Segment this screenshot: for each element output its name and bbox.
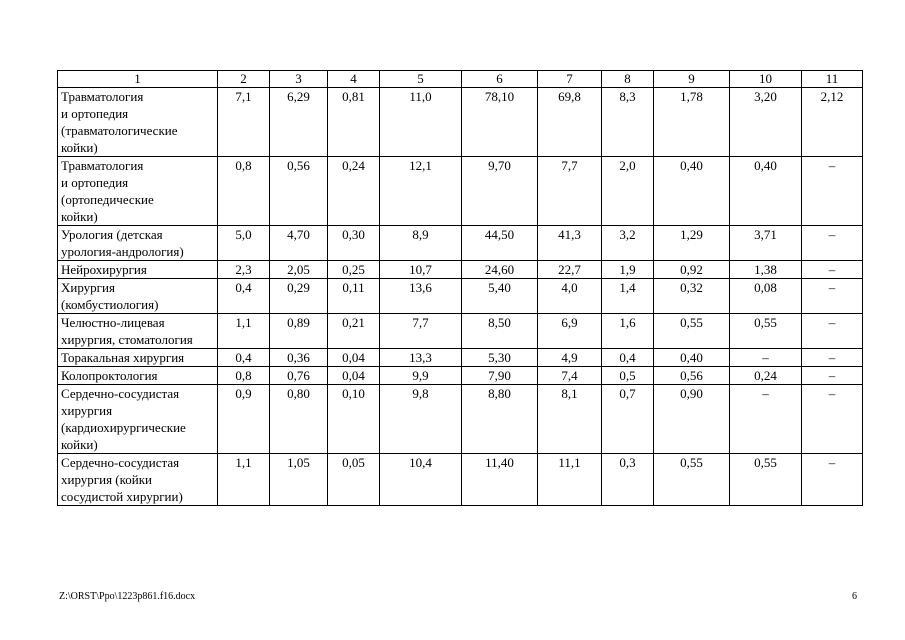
value-cell: 11,0 — [380, 88, 462, 157]
value-cell: – — [802, 279, 863, 314]
value-cell: 0,08 — [730, 279, 802, 314]
value-cell: 22,7 — [538, 261, 602, 279]
table-row — [58, 385, 863, 454]
value-cell: 0,80 — [270, 385, 328, 454]
specialty-name-cell: Сердечно-сосудистая хирургия (кардиохирургические койки) — [58, 385, 218, 454]
column-header: 11 — [802, 71, 863, 88]
value-cell: 12,1 — [380, 157, 462, 226]
value-cell: 2,3 — [218, 261, 270, 279]
value-cell: 5,30 — [462, 349, 538, 367]
value-cell: 3,20 — [730, 88, 802, 157]
value-cell: – — [730, 385, 802, 454]
value-cell: 0,5 — [602, 367, 654, 385]
table-row — [58, 349, 863, 367]
value-cell: 0,40 — [730, 157, 802, 226]
value-cell: 7,7 — [380, 314, 462, 349]
value-cell: 4,70 — [270, 226, 328, 261]
value-cell: 24,60 — [462, 261, 538, 279]
value-cell: 0,24 — [730, 367, 802, 385]
value-cell: 7,90 — [462, 367, 538, 385]
value-cell: 0,55 — [654, 314, 730, 349]
specialty-name-cell: Сердечно-сосудистая хирургия (койки сосудистой хирургии) — [58, 454, 218, 506]
value-cell: 0,4 — [218, 349, 270, 367]
specialty-name-cell: Травматология и ортопедия (ортопедические койки) — [58, 157, 218, 226]
value-cell: – — [802, 385, 863, 454]
value-cell: 2,0 — [602, 157, 654, 226]
value-cell: 8,9 — [380, 226, 462, 261]
value-cell: 1,78 — [654, 88, 730, 157]
value-cell: 0,36 — [270, 349, 328, 367]
table-row — [58, 367, 863, 385]
specialty-name-cell: Челюстно-лицевая хирургия, стоматология — [58, 314, 218, 349]
value-cell: 44,50 — [462, 226, 538, 261]
value-cell: 0,04 — [328, 349, 380, 367]
value-cell: 0,89 — [270, 314, 328, 349]
value-cell: 0,29 — [270, 279, 328, 314]
value-cell: 13,6 — [380, 279, 462, 314]
table-row — [58, 314, 863, 349]
value-cell: 1,29 — [654, 226, 730, 261]
value-cell: 0,24 — [328, 157, 380, 226]
value-cell: 1,4 — [602, 279, 654, 314]
value-cell: 6,29 — [270, 88, 328, 157]
column-header: 4 — [328, 71, 380, 88]
value-cell: – — [730, 349, 802, 367]
value-cell: 9,9 — [380, 367, 462, 385]
value-cell: – — [802, 349, 863, 367]
value-cell: 8,3 — [602, 88, 654, 157]
value-cell: – — [802, 157, 863, 226]
value-cell: 3,71 — [730, 226, 802, 261]
value-cell: 0,11 — [328, 279, 380, 314]
value-cell: – — [802, 226, 863, 261]
page-number: 6 — [852, 591, 857, 602]
value-cell: 0,05 — [328, 454, 380, 506]
value-cell: 9,70 — [462, 157, 538, 226]
value-cell: 3,2 — [602, 226, 654, 261]
specialty-name-cell: Торакальная хирургия — [58, 349, 218, 367]
value-cell: 0,21 — [328, 314, 380, 349]
specialty-name-cell: Нейрохирургия — [58, 261, 218, 279]
value-cell: – — [802, 261, 863, 279]
value-cell: 0,55 — [730, 454, 802, 506]
value-cell: 8,1 — [538, 385, 602, 454]
value-cell: 0,90 — [654, 385, 730, 454]
column-header: 10 — [730, 71, 802, 88]
value-cell: 2,05 — [270, 261, 328, 279]
table-row — [58, 157, 863, 226]
data-table — [57, 70, 863, 506]
value-cell: 1,6 — [602, 314, 654, 349]
value-cell: 1,1 — [218, 454, 270, 506]
value-cell: 1,9 — [602, 261, 654, 279]
table-header-row — [58, 71, 863, 88]
value-cell: 0,10 — [328, 385, 380, 454]
value-cell: 0,3 — [602, 454, 654, 506]
value-cell: – — [802, 454, 863, 506]
value-cell: 1,38 — [730, 261, 802, 279]
value-cell: 0,40 — [654, 349, 730, 367]
value-cell: 0,4 — [218, 279, 270, 314]
specialty-name-cell: Колопроктология — [58, 367, 218, 385]
column-header: 3 — [270, 71, 328, 88]
value-cell: 10,4 — [380, 454, 462, 506]
value-cell: 13,3 — [380, 349, 462, 367]
value-cell: 0,8 — [218, 157, 270, 226]
table-row — [58, 88, 863, 157]
specialty-name-cell: Травматология и ортопедия (травматологические койки) — [58, 88, 218, 157]
value-cell: 8,80 — [462, 385, 538, 454]
value-cell: – — [802, 314, 863, 349]
value-cell: 0,40 — [654, 157, 730, 226]
specialty-name-cell: Урология (детская урология-андрология) — [58, 226, 218, 261]
value-cell: 7,1 — [218, 88, 270, 157]
value-cell: 2,12 — [802, 88, 863, 157]
value-cell: 5,0 — [218, 226, 270, 261]
column-header: 7 — [538, 71, 602, 88]
table-row — [58, 279, 863, 314]
table-row — [58, 226, 863, 261]
value-cell: 4,0 — [538, 279, 602, 314]
value-cell: 7,4 — [538, 367, 602, 385]
table-row — [58, 454, 863, 506]
value-cell: 0,32 — [654, 279, 730, 314]
value-cell: 10,7 — [380, 261, 462, 279]
value-cell: 6,9 — [538, 314, 602, 349]
value-cell: 78,10 — [462, 88, 538, 157]
column-header: 8 — [602, 71, 654, 88]
column-header: 5 — [380, 71, 462, 88]
value-cell: 0,04 — [328, 367, 380, 385]
value-cell: 0,7 — [602, 385, 654, 454]
column-header: 9 — [654, 71, 730, 88]
value-cell: 5,40 — [462, 279, 538, 314]
value-cell: 9,8 — [380, 385, 462, 454]
column-header: 1 — [58, 71, 218, 88]
value-cell: 0,55 — [654, 454, 730, 506]
value-cell: 0,56 — [654, 367, 730, 385]
value-cell: 0,4 — [602, 349, 654, 367]
value-cell: 69,8 — [538, 88, 602, 157]
value-cell: 7,7 — [538, 157, 602, 226]
table-row — [58, 261, 863, 279]
column-header: 2 — [218, 71, 270, 88]
value-cell: 0,92 — [654, 261, 730, 279]
value-cell: – — [802, 367, 863, 385]
value-cell: 0,81 — [328, 88, 380, 157]
value-cell: 0,30 — [328, 226, 380, 261]
specialty-name-cell: Хирургия (комбустиология) — [58, 279, 218, 314]
value-cell: 11,1 — [538, 454, 602, 506]
value-cell: 1,1 — [218, 314, 270, 349]
value-cell: 4,9 — [538, 349, 602, 367]
value-cell: 11,40 — [462, 454, 538, 506]
value-cell: 0,55 — [730, 314, 802, 349]
value-cell: 0,8 — [218, 367, 270, 385]
table-body — [58, 88, 863, 506]
value-cell: 41,3 — [538, 226, 602, 261]
value-cell: 0,76 — [270, 367, 328, 385]
value-cell: 0,56 — [270, 157, 328, 226]
value-cell: 1,05 — [270, 454, 328, 506]
value-cell: 0,9 — [218, 385, 270, 454]
file-path: Z:\ORST\Ppo\1223p861.f16.docx — [59, 591, 196, 602]
column-header: 6 — [462, 71, 538, 88]
value-cell: 8,50 — [462, 314, 538, 349]
value-cell: 0,25 — [328, 261, 380, 279]
